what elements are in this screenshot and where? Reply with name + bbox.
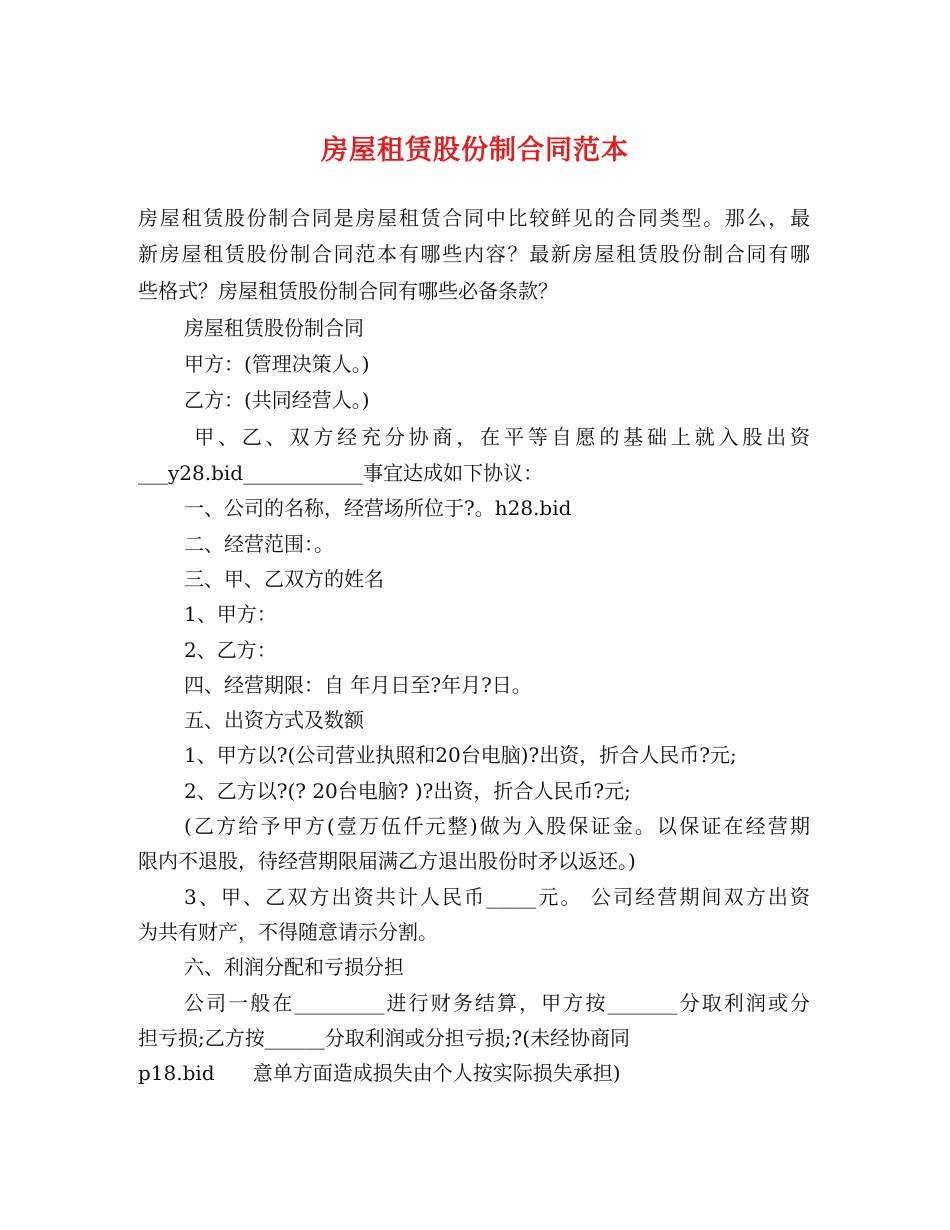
intro-line-2: 新房屋租赁股份制合同范本有哪些内容？最新房屋租赁股份制合同有哪 bbox=[138, 242, 810, 266]
clause-6-line-3: p18.bid 意单方面造成损失由个人按实际损失承担) bbox=[138, 1061, 621, 1085]
clause-4: 四、经营期限：自 年月日至?年月?日。 bbox=[184, 673, 532, 697]
party-a-line: 甲方：(管理决策人。) bbox=[184, 352, 370, 376]
clause-3: 三、甲、乙双方的姓名 bbox=[184, 567, 384, 591]
clause-6-line-1: 公司一般在_________进行财务结算，甲方按_______分取利润或分 bbox=[184, 991, 810, 1015]
clause-3-party-a: 1、甲方： bbox=[184, 602, 277, 626]
clause-5: 五、出资方式及数额 bbox=[184, 708, 364, 732]
document-title: 房屋租赁股份制合同范本 bbox=[321, 135, 629, 166]
clause-5-item-1: 1、甲方以?(公司营业执照和20台电脑)?出资，折合人民币?元; bbox=[184, 743, 737, 767]
clause-5-item-3-line-2: 为共有财产，不得随意请示分割。 bbox=[138, 920, 438, 944]
deposit-line-2: 限内不退股，待经营期限届满乙方退出股份时矛以返还。) bbox=[138, 849, 636, 873]
intro-line-1: 房屋租赁股份制合同是房屋租赁合同中比较鲜见的合同类型。那么，最 bbox=[138, 206, 810, 230]
agreement-line-1: 甲、乙、双方经充分协商，在平等自愿的基础上就入股出资 bbox=[184, 425, 810, 449]
clause-2: 二、经营范围：。 bbox=[184, 532, 334, 556]
clause-1: 一、公司的名称，经营场所位于?。h28.bid bbox=[184, 496, 572, 520]
clause-5-item-2: 2、乙方以?(? 20台电脑? )?出资，折合人民币?元; bbox=[184, 779, 631, 803]
clause-6-line-2: 担亏损;乙方按______分取利润或分担亏损;?(未经协商同 bbox=[138, 1026, 631, 1050]
party-b-line: 乙方：(共同经营人。) bbox=[184, 388, 370, 412]
clause-3-party-b: 2、乙方： bbox=[184, 638, 277, 662]
intro-line-3: 些格式？房屋租赁股份制合同有哪些必备条款？ bbox=[138, 279, 558, 303]
deposit-line-1: (乙方给予甲方(壹万伍仟元整)做为入股保证金。以保证在经营期 bbox=[184, 814, 810, 838]
agreement-line-2: ___y28.bid____________事宜达成如下协议： bbox=[138, 461, 544, 485]
clause-5-item-3-line-1: 3、甲、乙双方出资共计人民币_____元。 公司经营期间双方出资 bbox=[184, 885, 810, 909]
contract-heading: 房屋租赁股份制合同 bbox=[184, 316, 364, 340]
clause-6: 六、利润分配和亏损分担 bbox=[184, 955, 404, 979]
